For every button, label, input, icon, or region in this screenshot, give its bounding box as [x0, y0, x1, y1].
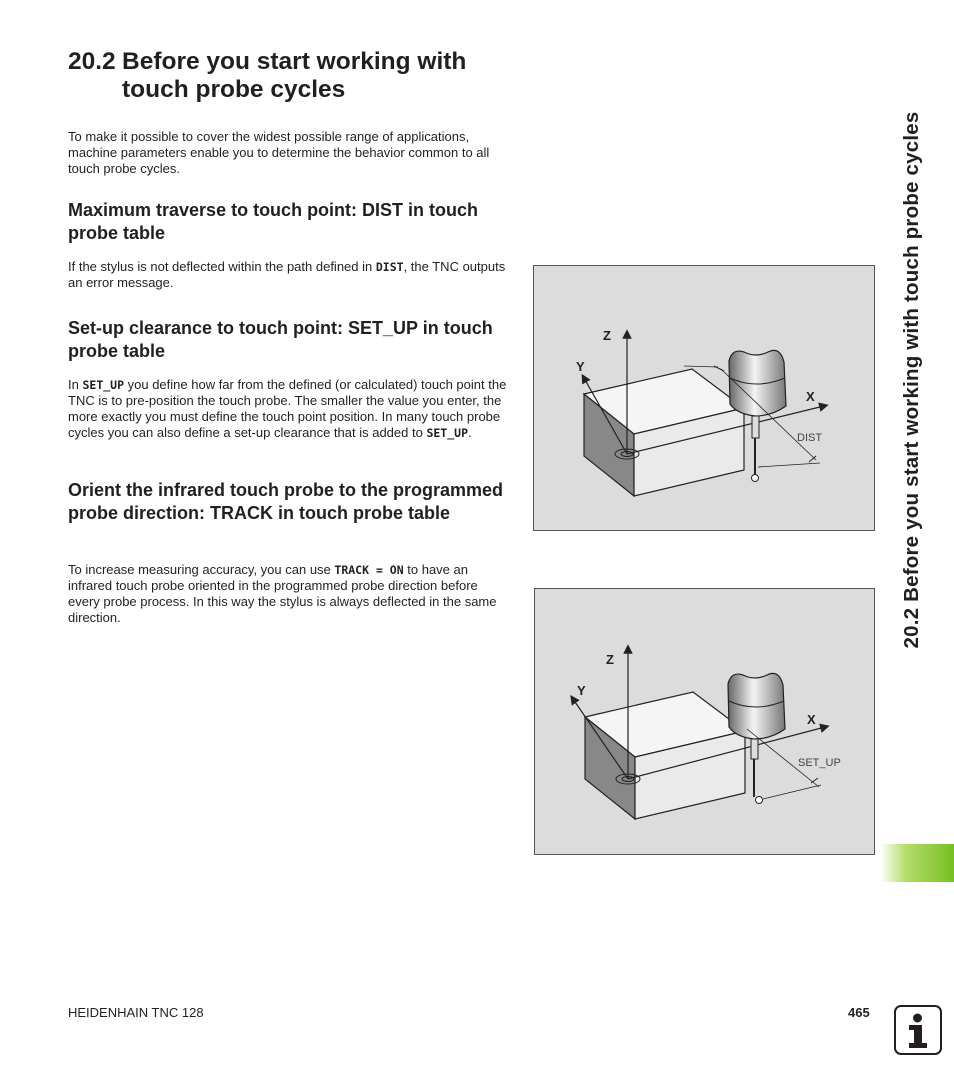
fig1-x-label: X — [806, 389, 815, 404]
info-icon — [894, 1005, 942, 1055]
track-code: TRACK = ON — [334, 563, 404, 577]
fig1-dist-label: DIST — [797, 432, 823, 444]
sidebar-chapter-title: 20.2 Before you start working with touch probe cycles — [900, 111, 923, 649]
setup-code: SET_UP — [82, 378, 125, 392]
setup-heading: Set-up clearance to touch point: SET_UP in touch probe table — [68, 318, 493, 361]
dist-paragraph: If the stylus is not deflected within the path defined in DIST, the TNC outputs an error message. — [68, 259, 506, 290]
section-number: 20.2 — [68, 48, 116, 75]
chapter-tab — [880, 844, 954, 882]
dist-code: DIST — [375, 260, 404, 274]
fig2-x-label: X — [807, 712, 816, 727]
figure-dist — [533, 265, 875, 531]
fig2-z-label: Z — [606, 652, 614, 667]
track-heading: Orient the infrared touch probe to the programmed probe direction: TRACK in touch probe table — [68, 480, 504, 523]
intro-paragraph: To make it possible to cover the widest possible range of applications, machine parameters enable you to determine the behavior common to all touch probe cycles. — [68, 129, 490, 176]
fig1-z-label: Z — [603, 328, 611, 343]
dist-illustration — [534, 266, 876, 532]
setup-paragraph: In SET_UP you define how far from the defined (or calculated) touch point the TNC is to pre-position the touch probe. The smaller the value you enter, the more exactly you must define the touch point position. In many touch probe cycles you can also define a set-up clearance that is added to SET_UP. — [68, 377, 507, 440]
footer-manual-name: HEIDENHAIN TNC 128 — [68, 1005, 204, 1020]
section-title: Before you start working with touch probe cycles — [122, 48, 467, 103]
fig2-setup-label: SET_UP — [798, 757, 841, 769]
page-number: 465 — [848, 1005, 870, 1020]
fig1-y-label: Y — [576, 359, 585, 374]
setup-illustration — [535, 589, 876, 856]
section-heading — [68, 48, 538, 104]
fig2-y-label: Y — [577, 683, 586, 698]
dist-heading: Maximum traverse to touch point: DIST in touch probe table — [68, 200, 479, 243]
figure-setup — [534, 588, 875, 855]
track-paragraph: To increase measuring accuracy, you can use TRACK = ON to have an infrared touch probe oriented in the programmed probe direction before every probe process. In this way the stylus is always deflected in the same direction. — [68, 562, 497, 625]
setup-code-2: SET_UP — [426, 426, 468, 440]
